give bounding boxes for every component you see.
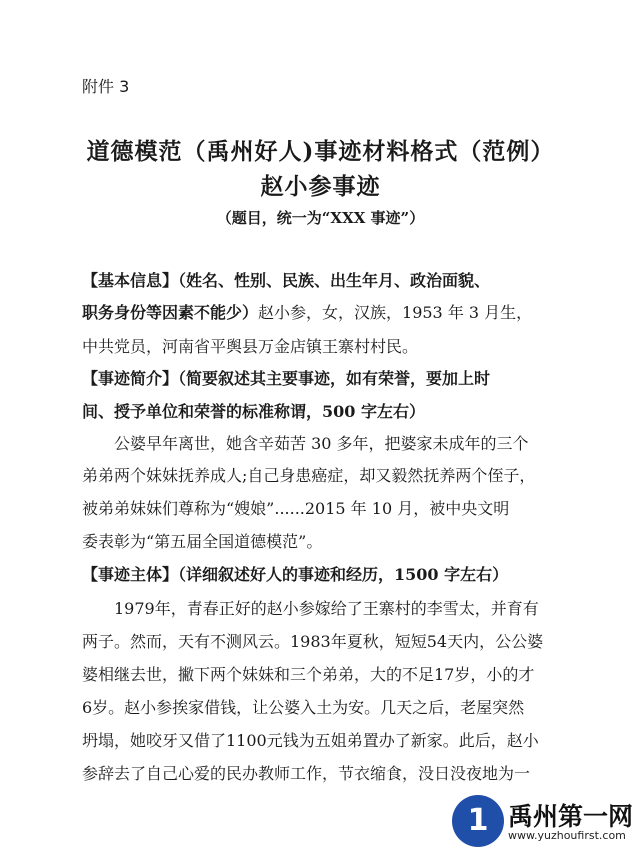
basic-info-line-2	[82, 303, 572, 323]
summary-heading: 【事迹简介】	[82, 369, 179, 388]
main-paragraph-5: 坍塌，她咬牙又借了1100元钱为五姐弟置办了新家。此后，赵小	[82, 731, 539, 750]
main-paragraph-6: 参辞去了自己心爱的民办教师工作，节衣缩食，没日没夜地为一	[82, 764, 531, 783]
main-paragraph-2: 两子。然而，天有不测风云。1983年夏秋，短短54天内，公公婆	[82, 632, 544, 651]
main-paragraph-4: 6岁。赵小参挨家借钱，让公婆入土为安。几天之后，老屋突然	[82, 698, 525, 717]
main-line-1	[82, 565, 572, 585]
summary-paragraph-4: 委表彰为“第五届全国道德模范”。	[82, 532, 323, 551]
attachment-label: 附件 3	[82, 77, 130, 96]
main-paragraph-3: 婆相继去世，撇下两个妹妹和三个弟弟，大的不足17岁，小的才	[82, 665, 535, 684]
number-one-logo-icon: 1	[452, 795, 504, 847]
basic-info-instruction-2: 职务身份等因素不能少）	[82, 303, 259, 322]
summary-line-1	[82, 369, 572, 389]
basic-info-content-1: 赵小参，女，汉族，1953 年 3 月生，	[258, 303, 533, 322]
document-subtitle: 赵小参事迹	[260, 173, 381, 200]
summary-instruction-2: 间、授予单位和荣誉的标准称谓，500 字左右）	[82, 402, 425, 421]
main-heading: 【事迹主体】	[82, 565, 179, 584]
basic-info-content-2: 中共党员，河南省平舆县万金店镇王寨村村民。	[82, 337, 419, 356]
basic-info-instruction-1: （姓名、性别、民族、出生年月、政治面貌、	[178, 271, 491, 290]
summary-paragraph-2: 弟弟两个妹妹抚养成人;自己身患癌症，却又毅然抚养两个侄子，	[82, 466, 536, 485]
summary-paragraph-1: 公婆早年离世，她含辛茹苦 30 多年，把婆家未成年的三个	[114, 434, 529, 453]
watermark-site-name: 禹州第一网	[508, 802, 634, 831]
basic-info-line-1	[82, 271, 572, 291]
main-instruction: （详细叙述好人的事迹和经历，1500 字左右）	[178, 565, 509, 584]
document-title: 道德模范（禹州好人)事迹材料格式（范例）	[86, 138, 555, 165]
basic-info-heading: 【基本信息】	[82, 271, 179, 290]
summary-paragraph-3: 被弟弟妹妹们尊称为“嫂娘”......2015 年 10 月，被中央文明	[82, 499, 510, 518]
watermark-site-url: www.yuzhoufirst.com	[508, 829, 626, 842]
main-paragraph-1: 1979年，青春正好的赵小参嫁给了王寨村的李雪太，并育有	[114, 599, 539, 618]
title-note: （题目，统一为“XXX 事迹”）	[216, 209, 425, 227]
summary-instruction-1: （简要叙述其主要事迹，如有荣誉，要加上时	[178, 369, 491, 388]
site-watermark	[452, 795, 638, 853]
